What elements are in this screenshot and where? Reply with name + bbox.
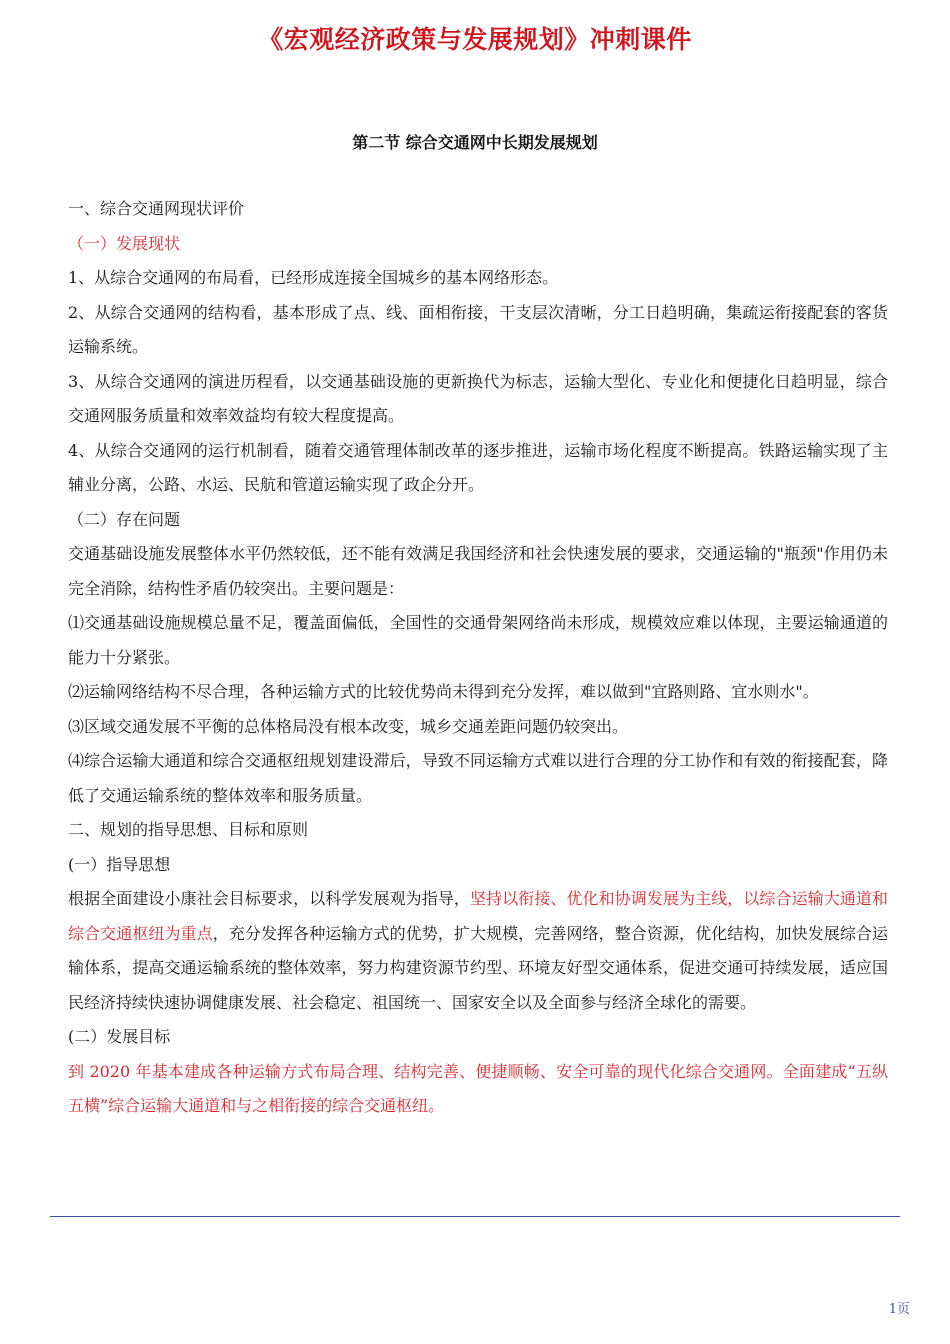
document-title: 《宏观经济政策与发展规划》冲刺课件 (258, 25, 692, 54)
section-title: 第二节 综合交通网中长期发展规划 (352, 133, 598, 152)
footer-rule (50, 1216, 900, 1217)
paragraph: 4、从综合交通网的运行机制看，随着交通管理体制改革的逐步推进，运输市场化程度不断提高。铁路运输实现了主辅业分离，公路、水运、民航和管道运输实现了政企分开。 (68, 440, 888, 494)
target-paragraph: 到 2020 年基本建成各种运输方式布局合理、结构完善、便捷顺畅、安全可靠的现代化综合交通网。全面建成“五纵五横”综合运输大通道和与之相衔接的综合交通枢纽。 (68, 1061, 888, 1115)
guiding-paragraph (68, 882, 888, 1020)
document-body (68, 192, 888, 1124)
heading-1: 一、综合交通网现状评价 (68, 199, 245, 218)
paragraph: 3、从综合交通网的演进历程看，以交通基础设施的更新换代为标志，运输大型化、专业化和便捷化日趋明显，综合交通网服务质量和效率效益均有较大程度提高。 (68, 371, 888, 425)
paragraph: ⑶区域交通发展不平衡的总体格局没有根本改变，城乡交通差距问题仍较突出。 (68, 716, 629, 736)
subheading-problems: （二）存在问题 (68, 509, 181, 529)
paragraph: 交通基础设施发展整体水平仍然较低，还不能有效满足我国经济和社会快速发展的要求，交通运输的"瓶颈"作用仍未完全消除，结构性矛盾仍较突出。主要问题是： (68, 544, 888, 598)
subheading-target: (二）发展目标 (68, 1027, 171, 1046)
subheading-guiding: (一）指导思想 (68, 854, 171, 874)
heading-2: 二、规划的指导思想、目标和原则 (68, 820, 309, 839)
guiding-text-2: ，充分发挥各种运输方式的优势，扩大规模，完善网络，整合资源，优化结构，加快发展综合运输体系，提高交通运输系统的整体效率，努力构建资源节约型、环境友好型交通体系，促进交通可持续发展，适应国民经济持续快速协调健康发展、社会稳定、祖国统一、国家安全以及全面参与经济全球化的需要。 (68, 923, 888, 1012)
subheading-status: （一）发展现状 (68, 233, 181, 253)
guiding-text-1: 根据全面建设小康社会目标要求，以科学发展观为指导， (68, 889, 470, 908)
guiding-text-highlight: 坚持以衔接、优化和协调发展为主线，以综合运输大通道和综合交通枢纽为重点 (68, 889, 888, 943)
page-number: 1页 (888, 1302, 910, 1317)
paragraph: ⑴交通基础设施规模总量不足，覆盖面偏低，全国性的交通骨架网络尚未形成，规模效应难以体现，主要运输通道的能力十分紧张。 (68, 613, 888, 667)
paragraph: 2、从综合交通网的结构看，基本形成了点、线、面相衔接，干支层次清晰，分工日趋明确，集疏运衔接配套的客货运输系统。 (68, 302, 888, 356)
paragraph: ⑵运输网络结构不尽合理，各种运输方式的比较优势尚未得到充分发挥，难以做到"宜路则路、宜水则水"。 (68, 682, 819, 701)
paragraph: 1、从综合交通网的布局看，已经形成连接全国城乡的基本网络形态。 (68, 268, 559, 287)
paragraph: ⑷综合运输大通道和综合交通枢纽规划建设滞后，导致不同运输方式难以进行合理的分工协作和有效的衔接配套，降低了交通运输系统的整体效率和服务质量。 (68, 751, 888, 805)
